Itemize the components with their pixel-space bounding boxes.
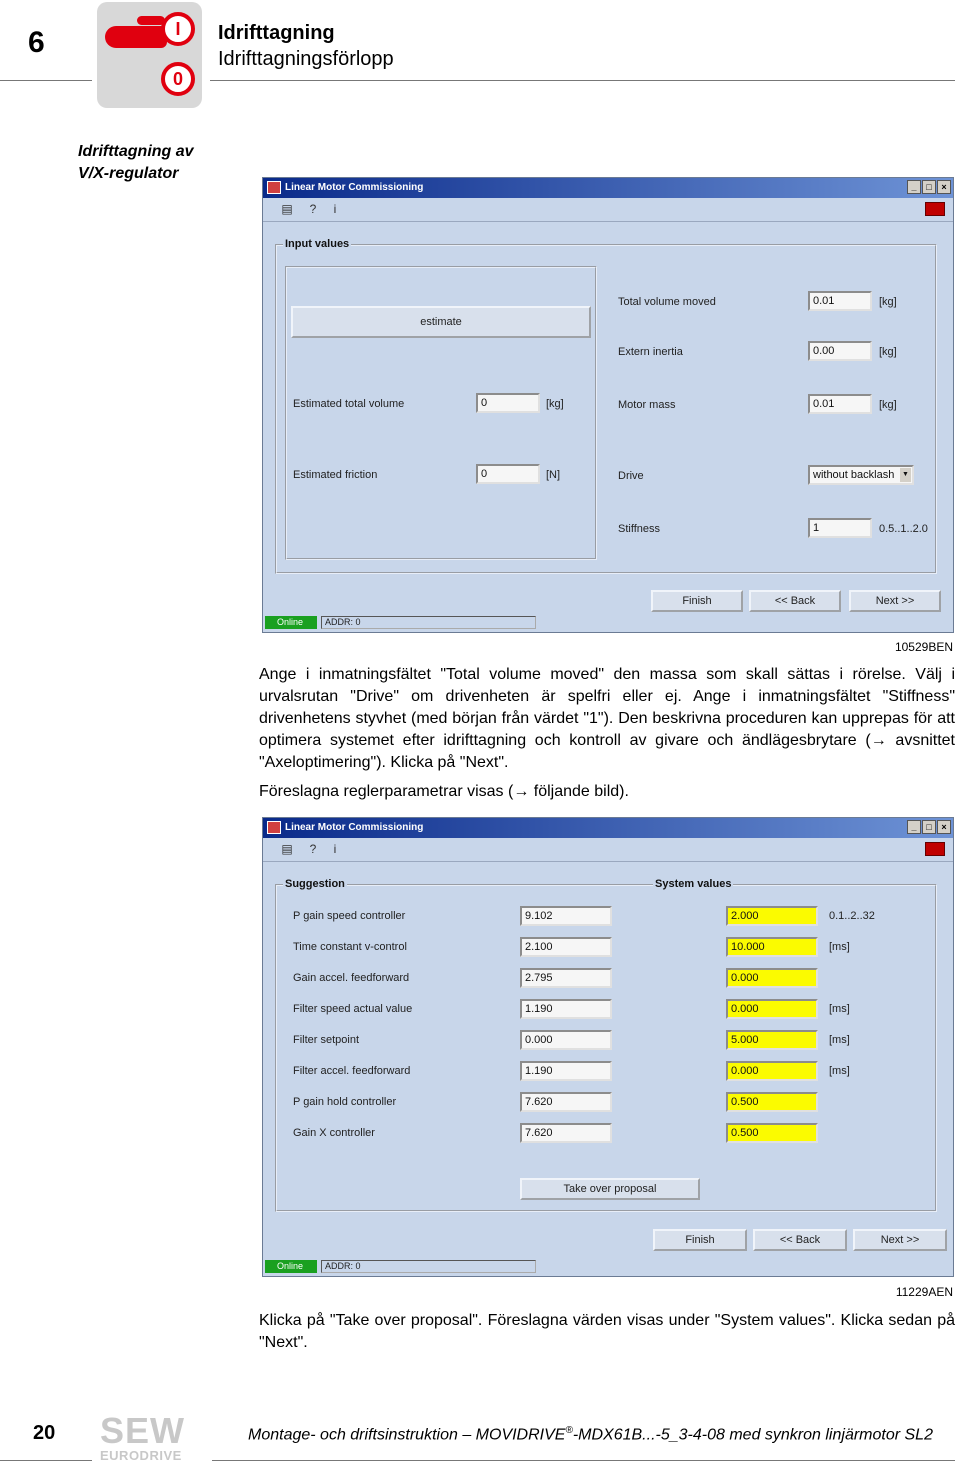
parameter-unit: [ms] — [829, 1065, 850, 1077]
suggestion-value: 1.190 — [520, 1061, 612, 1081]
est-total-volume-unit: [kg] — [546, 398, 564, 410]
side-heading — [78, 141, 194, 185]
help-icon[interactable]: ? — [309, 842, 317, 856]
status-led — [925, 842, 945, 856]
page-number: 20 — [33, 1422, 56, 1444]
suggestion-value: 2.795 — [520, 968, 612, 988]
instruction-paragraph-2: Föreslagna reglerparametrar visas (→ följande bild). — [259, 783, 629, 800]
sew-eurodrive-logo — [100, 1410, 206, 1463]
system-value[interactable]: 0.500 — [726, 1123, 818, 1143]
est-friction-field[interactable]: 0 — [476, 464, 540, 484]
parameter-label: Gain accel. feedforward — [293, 972, 410, 984]
app-icon — [267, 821, 281, 834]
system-value[interactable]: 5.000 — [726, 1030, 818, 1050]
system-value[interactable]: 0.000 — [726, 1061, 818, 1081]
parameter-label: Filter speed actual value — [293, 1003, 413, 1015]
brand-name: SEW — [100, 1410, 186, 1451]
parameter-unit: [ms] — [829, 1034, 850, 1046]
suggestion-value: 7.620 — [520, 1092, 612, 1112]
status-led — [925, 202, 945, 216]
footer-divider — [0, 1460, 92, 1461]
est-friction-unit: [N] — [546, 469, 561, 481]
parameter-unit: [ms] — [829, 1003, 850, 1015]
info-icon[interactable]: i — [333, 842, 337, 856]
motor-mass-label: Motor mass — [618, 399, 676, 411]
figure-caption-2: 11229AEN — [895, 1285, 953, 1299]
commissioning-window-suggestion — [262, 817, 954, 1277]
system-value[interactable]: 10.000 — [726, 937, 818, 957]
finish-button[interactable]: Finish — [651, 590, 743, 612]
est-total-volume-field[interactable]: 0 — [476, 393, 540, 413]
close-button[interactable]: × — [937, 820, 951, 834]
minimize-button[interactable]: _ — [907, 180, 921, 194]
suggestion-title: Suggestion — [285, 878, 345, 890]
minimize-button[interactable]: _ — [907, 820, 921, 834]
system-value[interactable]: 0.500 — [726, 1092, 818, 1112]
back-button[interactable]: << Back — [749, 590, 841, 612]
back-button[interactable]: << Back — [753, 1229, 847, 1251]
section-subtitle: Idrifttagningsförlopp — [218, 48, 394, 70]
maximize-button[interactable]: □ — [922, 180, 936, 194]
toolbar — [263, 838, 953, 862]
status-bar — [265, 1258, 951, 1274]
side-heading-line1: Idrifttagning av — [78, 143, 194, 160]
header-divider — [210, 80, 955, 81]
commissioning-window-input — [262, 177, 954, 633]
finish-button[interactable]: Finish — [653, 1229, 747, 1251]
drive-select[interactable] — [808, 465, 914, 485]
toolbar — [263, 198, 953, 222]
parameter-label: Time constant v-control — [293, 941, 407, 953]
suggestion-value: 1.190 — [520, 999, 612, 1019]
app-icon — [267, 181, 281, 194]
extern-inertia-label: Extern inertia — [618, 346, 683, 358]
document-title-part1: Montage- och driftsinstruktion – MOVIDRIVE — [248, 1426, 566, 1444]
total-volume-moved-unit: [kg] — [879, 296, 897, 308]
window-titlebar — [263, 818, 953, 838]
window-title: Linear Motor Commissioning — [285, 822, 424, 833]
system-value[interactable]: 0.000 — [726, 968, 818, 988]
take-over-proposal-button[interactable]: Take over proposal — [520, 1178, 700, 1200]
online-indicator: Online — [265, 1260, 317, 1273]
next-button[interactable]: Next >> — [849, 590, 941, 612]
suggestion-value: 0.000 — [520, 1030, 612, 1050]
estimate-button[interactable]: estimate — [291, 306, 591, 338]
footer-divider — [212, 1460, 955, 1461]
extern-inertia-field[interactable]: 0.00 — [808, 341, 872, 361]
motor-mass-field[interactable]: 0.01 — [808, 394, 872, 414]
info-icon[interactable]: i — [333, 202, 337, 216]
status-bar — [265, 614, 951, 630]
power-off-icon: 0 — [161, 62, 195, 96]
suggestion-value: 2.100 — [520, 937, 612, 957]
suggestion-value: 9.102 — [520, 906, 612, 926]
help-icon[interactable]: ? — [309, 202, 317, 216]
est-total-volume-label: Estimated total volume — [293, 398, 405, 410]
drive-label: Drive — [618, 470, 644, 482]
system-value[interactable]: 0.000 — [726, 999, 818, 1019]
registered-mark: ® — [565, 1425, 573, 1436]
system-values-title: System values — [655, 878, 732, 890]
window-controls — [907, 820, 951, 834]
stiffness-hint: 0.5..1..2.0 — [879, 523, 928, 535]
address-display: ADDR: 0 — [321, 616, 536, 629]
parameter-label: Filter setpoint — [293, 1034, 360, 1046]
parameter-label: Filter accel. feedforward — [293, 1065, 411, 1077]
maximize-button[interactable]: □ — [922, 820, 936, 834]
next-button[interactable]: Next >> — [853, 1229, 947, 1251]
motor-mass-unit: [kg] — [879, 399, 897, 411]
close-button[interactable]: × — [937, 180, 951, 194]
parameter-label: Gain X controller — [293, 1127, 375, 1139]
section-title: Idrifttagning — [218, 22, 335, 44]
instruction-paragraph-1: Ange i inmatningsfältet "Total volume moved" den massa som skall sättas i rörelse. Välj i urvalsrutan "Drive" om drivenheten är spelfri eller ej. Ange i inmatningsfältet "Stiffness" drivenhetens styvhet (med början från värdet "1"). Den beskrivna proceduren kan upprepas för att optimera systemet efter idrifttagning och kontroll av givare och ändlägesbrytare (→ avsnittet "Axeloptimering"). Klicka på "Next". — [259, 666, 955, 771]
commissioning-logo — [97, 2, 202, 108]
power-on-icon: I — [161, 12, 195, 46]
stiffness-field[interactable]: 1 — [808, 518, 872, 538]
window-controls — [907, 180, 951, 194]
drive-select-value: without backlash — [813, 469, 895, 481]
est-friction-label: Estimated friction — [293, 469, 378, 481]
suggestion-value: 7.620 — [520, 1123, 612, 1143]
chapter-number: 6 — [28, 26, 45, 59]
figure-caption-1: 10529BEN — [894, 640, 953, 654]
total-volume-moved-field[interactable]: 0.01 — [808, 291, 872, 311]
system-value[interactable]: 2.000 — [726, 906, 818, 926]
window-title: Linear Motor Commissioning — [285, 182, 424, 193]
document-title-part2: -MDX61B...-5_3-4-08 med synkron linjärmotor SL2 — [572, 1426, 933, 1444]
window-titlebar — [263, 178, 953, 198]
side-heading-line2: V/X-regulator — [78, 165, 179, 182]
header-divider — [0, 80, 92, 81]
print-icon[interactable]: ▤ — [281, 202, 293, 216]
stiffness-label: Stiffness — [618, 523, 660, 535]
online-indicator: Online — [265, 616, 317, 629]
print-icon[interactable]: ▤ — [281, 842, 293, 856]
extern-inertia-unit: [kg] — [879, 346, 897, 358]
parameter-label: P gain speed controller — [293, 910, 406, 922]
total-volume-moved-label: Total volume moved — [618, 296, 716, 308]
instruction-paragraph-3: Klicka på "Take over proposal". Föreslagna värden visas under "System values". Klicka sedan på "Next". — [259, 1312, 955, 1351]
address-display: ADDR: 0 — [321, 1260, 536, 1273]
parameter-label: P gain hold controller — [293, 1096, 397, 1108]
brand-subname: EURODRIVE — [100, 1448, 182, 1463]
hand-icon — [105, 26, 167, 48]
parameter-unit: 0.1..2..32 — [829, 910, 875, 922]
input-values-title: Input values — [285, 238, 350, 250]
document-title — [248, 1425, 933, 1444]
parameter-unit: [ms] — [829, 941, 850, 953]
chevron-down-icon[interactable]: ▼ — [900, 468, 911, 482]
